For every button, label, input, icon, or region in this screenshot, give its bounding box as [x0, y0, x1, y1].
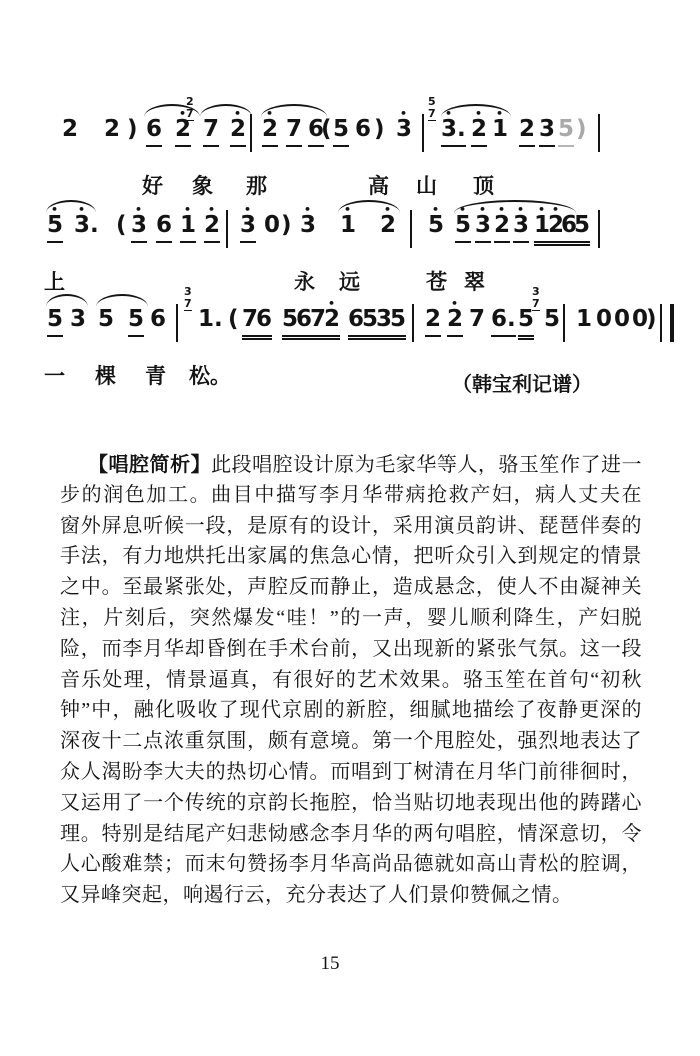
paren: ) — [374, 116, 385, 142]
note: • 2 — [380, 214, 396, 241]
note: • 2 — [175, 118, 191, 147]
barline — [250, 114, 252, 152]
grace-notes — [532, 286, 540, 311]
note: 3 — [376, 308, 392, 337]
note: 5 — [128, 308, 144, 337]
note: • 1 — [492, 118, 508, 145]
analysis-paragraph — [60, 449, 642, 911]
lyric: 顶 — [473, 174, 494, 198]
note: • 2 — [447, 308, 463, 337]
barline — [412, 304, 414, 342]
paren: ) — [576, 116, 587, 142]
note: 6 — [146, 118, 162, 147]
note: 6. — [491, 308, 516, 337]
note: 2 — [425, 308, 441, 337]
score-attribution: （韩宝利记谱） — [452, 372, 592, 396]
grace-note: 5 — [428, 95, 436, 108]
lyric: 棵 — [95, 364, 116, 388]
page-number: 15 — [320, 953, 340, 974]
note: • 5 — [47, 214, 63, 243]
note: 5 — [558, 118, 574, 147]
barline — [226, 210, 228, 248]
note: • 2 — [548, 214, 564, 243]
note: 6 — [308, 118, 324, 147]
lyric: 象 — [192, 174, 213, 198]
grace-note: 7 — [428, 107, 436, 121]
note: • 5 — [428, 214, 444, 241]
note: 5 — [47, 308, 63, 337]
note: 1 — [576, 306, 593, 332]
paren: ) — [281, 212, 292, 238]
barline — [598, 210, 600, 248]
note: • 2 — [494, 214, 510, 243]
note: • 3 — [513, 214, 529, 243]
note: • 3. — [441, 118, 466, 147]
note: 7 — [310, 308, 326, 337]
note: 5 — [518, 308, 534, 337]
note: 7 — [242, 308, 258, 337]
barline — [176, 304, 178, 342]
note: 3 — [539, 118, 555, 147]
note: • 3 — [300, 214, 316, 241]
grace-notes — [184, 286, 192, 311]
paren: ) — [127, 116, 138, 142]
note: 5 — [333, 118, 349, 147]
lyric: 上 — [44, 270, 65, 294]
score-line-2 — [0, 214, 700, 309]
note: 6 — [561, 214, 577, 243]
note: 6 — [355, 116, 372, 142]
rest-note: 0 — [264, 212, 281, 238]
lyric: 那 — [246, 174, 267, 198]
barline — [598, 114, 600, 152]
note: 7 — [203, 118, 219, 147]
analysis-text: 此段唱腔设计原为毛家华等人，骆玉笙作了进一 — [211, 454, 642, 476]
note: 6 — [156, 214, 172, 243]
note: • 1 — [534, 214, 550, 243]
note: 2 — [62, 116, 79, 142]
note: 7 — [286, 118, 302, 147]
note: 6 — [296, 308, 312, 337]
note: • 3 — [131, 214, 147, 243]
analysis-line: 又异峰突起，响遏行云，充分表达了人们景仰赞佩之情。 — [60, 884, 573, 907]
note: • 2 — [471, 118, 487, 147]
paren: ) — [646, 306, 657, 332]
lyric: 翠 — [464, 270, 485, 294]
note: • 5 — [455, 214, 471, 243]
note: 6 — [256, 308, 272, 337]
note: • 1 — [180, 214, 196, 243]
lyric: 高 — [368, 174, 389, 198]
lyric: 青 — [145, 364, 166, 388]
note: • 3. — [74, 214, 99, 241]
grace-note: 3 — [532, 285, 540, 298]
lyric: 好 — [142, 174, 163, 198]
grace-note: 7 — [186, 107, 194, 121]
note: • 3 — [475, 214, 491, 243]
note: 1. — [198, 306, 223, 332]
grace-notes — [186, 96, 194, 121]
analysis-line: 音乐处理，情景逼真，有很好的艺术效果。骆玉笙在首句“初秋 — [60, 668, 642, 691]
analysis-line: 又运用了一个传统的京韵长拖腔，恰当贴切地表现出他的踌躇心 — [60, 791, 642, 814]
lyric: 苍 — [426, 270, 447, 294]
score — [0, 0, 700, 430]
barline — [563, 304, 565, 342]
section-heading: 【唱腔简析】 — [88, 452, 212, 476]
barline — [410, 210, 412, 248]
lyric: 永 — [294, 270, 315, 294]
grace-note: 7 — [184, 297, 192, 311]
note: • 2 — [230, 118, 246, 147]
score-line-1 — [0, 95, 700, 213]
note: • 1 — [340, 214, 356, 241]
note: • 2 — [204, 214, 220, 243]
note: 2 — [519, 118, 535, 147]
note: • 3 — [396, 118, 412, 145]
lyric: 一 — [44, 364, 65, 388]
note: 5 — [544, 306, 561, 332]
analysis-line — [60, 449, 642, 480]
grace-note: 3 — [184, 285, 192, 298]
note: 3 — [70, 306, 87, 332]
analysis-line: 手法，有力地烘托出家属的焦急心情，把听众引入到规定的情景 — [60, 545, 642, 568]
note: • 3 — [240, 214, 256, 243]
final-barline — [660, 304, 674, 342]
lyric: 远 — [339, 270, 360, 294]
grace-note: 7 — [532, 297, 540, 311]
analysis-line: 人心酸难禁；而末句赞扬李月华高尚品德就如高山青松的腔调， — [60, 853, 642, 876]
rest-note: 0 — [632, 306, 649, 332]
lyric: 山 — [416, 174, 437, 198]
note: 7 — [469, 306, 486, 332]
note: • 2 — [324, 308, 340, 337]
note: 5 — [362, 308, 378, 337]
analysis-line: 众人渴盼李大夫的热切心情。而唱到丁树清在月华门前徘徊时， — [60, 760, 642, 783]
note: 6 — [348, 308, 364, 337]
grace-notes — [428, 96, 436, 121]
barline — [422, 114, 424, 152]
analysis-line: 钟”中，融化吸收了现代京剧的新腔，细腻地描绘了夜静更深的 — [60, 699, 642, 722]
note: 6 — [150, 306, 167, 332]
paren: ( — [321, 116, 332, 142]
rest-note: 0 — [596, 306, 613, 332]
grace-note: 2 — [186, 95, 194, 108]
rest-note: 0 — [614, 306, 631, 332]
note: 2 — [104, 116, 121, 142]
analysis-line: 窗外屏息听候一段，是原有的设计，采用演员韵讲、琵琶伴奏的 — [60, 514, 642, 537]
paren: ( — [228, 306, 239, 332]
analysis-line: 步的润色加工。曲目中描写李月华带病抢救产妇，病人丈夫在 — [60, 483, 642, 506]
analysis-line: 注，片刻后，突然爆发“哇！”的一声，婴儿顺利降生，产妇脱 — [60, 606, 642, 629]
paren: ( — [116, 212, 127, 238]
note: 5 — [390, 308, 406, 337]
analysis-line: 之中。至最紧张处，声腔反而静止，造成悬念，使人不由凝神关 — [60, 576, 642, 599]
lyric: 松。 — [189, 364, 231, 388]
analysis-line: 深夜十二点浓重氛围，颇有意境。第一个甩腔处，强烈地表达了 — [60, 730, 642, 753]
score-line-3 — [0, 285, 700, 403]
note: 5 — [98, 306, 115, 332]
analysis-line: 理。特别是结尾产妇悲恸感念李月华的两句唱腔，情深意切，令 — [60, 822, 642, 845]
note: 5 — [574, 214, 590, 243]
analysis-line: 险，而李月华却昏倒在手术台前，又出现新的紧张气氛。这一段 — [60, 637, 642, 660]
note: 5 — [282, 308, 298, 337]
note: • 2 — [262, 118, 278, 147]
